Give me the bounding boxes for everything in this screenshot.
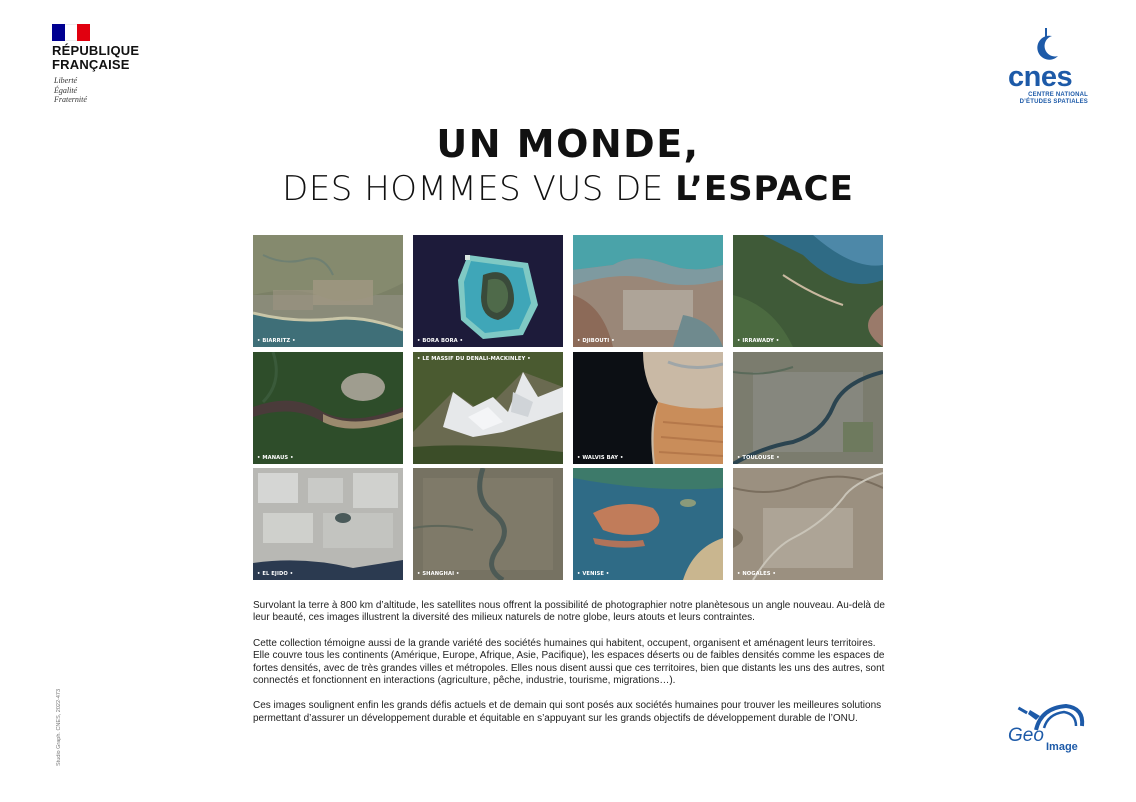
- tile-toulouse: [733, 352, 883, 464]
- cnes-subtitle: [1002, 92, 1088, 106]
- motto-liberte: Liberté: [54, 76, 78, 85]
- tile-venise: [573, 468, 723, 580]
- tile-caption: • BORA BORA •: [417, 338, 464, 344]
- republique-name: [52, 44, 139, 72]
- image-word: Image: [1046, 741, 1078, 753]
- body-text: [253, 600, 893, 738]
- bora-bora-image: [413, 235, 563, 347]
- walvis-bay-image: [573, 352, 723, 464]
- irrawady-image: [733, 235, 883, 347]
- denali-image: [413, 352, 563, 464]
- tile-caption: • VENISE •: [577, 571, 610, 577]
- biarritz-image: [253, 235, 403, 347]
- marianne-flag-icon: [52, 24, 90, 41]
- tile-caption: • LE MASSIF DU DENALI-MACKINLEY •: [417, 356, 531, 362]
- el-ejido-image: [253, 468, 403, 580]
- geoimage-logo: [1006, 700, 1088, 760]
- title-line2-light: DES HOMMES VUS DE: [282, 169, 676, 209]
- cnes-logo: [1002, 26, 1092, 110]
- cnes-sub1: CENTRE NATIONAL: [1028, 92, 1088, 98]
- tile-caption: • IRRAWADY •: [737, 338, 780, 344]
- body-paragraph-3: Ces images soulignent enfin les grands défis actuels et de demain qui sont posés aux sociétés humaines pour trouver les meilleures solutions permettant d’assurer un développement durable et équitable en s’appuyant sur les grands objectifs de développement durable de l’ONU.: [253, 700, 882, 724]
- venise-image: [573, 468, 723, 580]
- republique-line1: RÉPUBLIQUE: [52, 43, 140, 58]
- satellite-image-grid: [253, 235, 882, 580]
- body-paragraph-2: Cette collection témoigne aussi de la grande variété des sociétés humaines qui habitent, occupent, organisent et aménagent leurs territoires. Elle couvre tous les continents (Amérique, Europe, Afrique, Asie, Pacifique), les espaces déserts ou de faibles densités comme les espaces de fortes densités, avec de très grandes villes et métropoles. Elles nous disent aussi que ces territoires, bien que distants les uns des autres, sont connectés et fonctionnent en interactions (agriculture, pêche, industrie, tourisme, migrations…).: [253, 637, 885, 687]
- body-paragraph-1: Survolant la terre à 800 km d’altitude, les satellites nous offrent la possibilité de photographier notre planètesous un angle nouveau. Au-delà de leur beauté, ces images illustrent la diversité des milieux naturels de notre globe, leurs atouts et leurs contraintes.: [253, 600, 885, 624]
- cnes-sub2: D’ÉTUDES SPATIALES: [1019, 99, 1088, 105]
- motto: [54, 76, 87, 105]
- manaus-image: [253, 352, 403, 464]
- tile-caption: • TOULOUSE •: [737, 455, 780, 461]
- tile-denali: [413, 352, 563, 464]
- title-line1: UN MONDE,: [436, 122, 700, 166]
- motto-egalite: Égalité: [54, 85, 78, 95]
- toulouse-image: [733, 352, 883, 464]
- tile-nogales: [733, 468, 883, 580]
- tile-caption: • DJIBOUTI •: [577, 338, 615, 344]
- cnes-wordmark: cnes: [1008, 61, 1073, 93]
- tile-biarritz: [253, 235, 403, 347]
- tile-caption: • SHANGHAI •: [417, 571, 460, 577]
- nogales-image: [733, 468, 883, 580]
- tile-caption: • BIARRITZ •: [257, 338, 296, 344]
- geo-word: Geo: [1008, 725, 1044, 746]
- tile-irrawady: [733, 235, 883, 347]
- tile-manaus: [253, 352, 403, 464]
- tile-caption: • MANAUS •: [257, 455, 294, 461]
- tile-caption: • NOGALES •: [737, 571, 776, 577]
- tile-bora-bora: [413, 235, 563, 347]
- djibouti-image: [573, 235, 723, 347]
- tile-el-ejido: [253, 468, 403, 580]
- tile-caption: • EL EJIDO •: [257, 571, 294, 577]
- tile-caption: • WALVIS BAY •: [577, 455, 624, 461]
- tile-djibouti: [573, 235, 723, 347]
- cnes-emblem-icon: [1002, 26, 1092, 66]
- shanghai-image: [413, 468, 563, 580]
- tile-shanghai: [413, 468, 563, 580]
- studio-credit: Studio Graph. CNES, 2022-473: [56, 688, 62, 766]
- republique-line2: FRANÇAISE: [52, 57, 130, 72]
- tile-walvis-bay: [573, 352, 723, 464]
- title-line2: [0, 167, 1136, 211]
- motto-fraternite: Fraternité: [54, 95, 87, 104]
- title-line2-bold: L’ESPACE: [675, 169, 854, 209]
